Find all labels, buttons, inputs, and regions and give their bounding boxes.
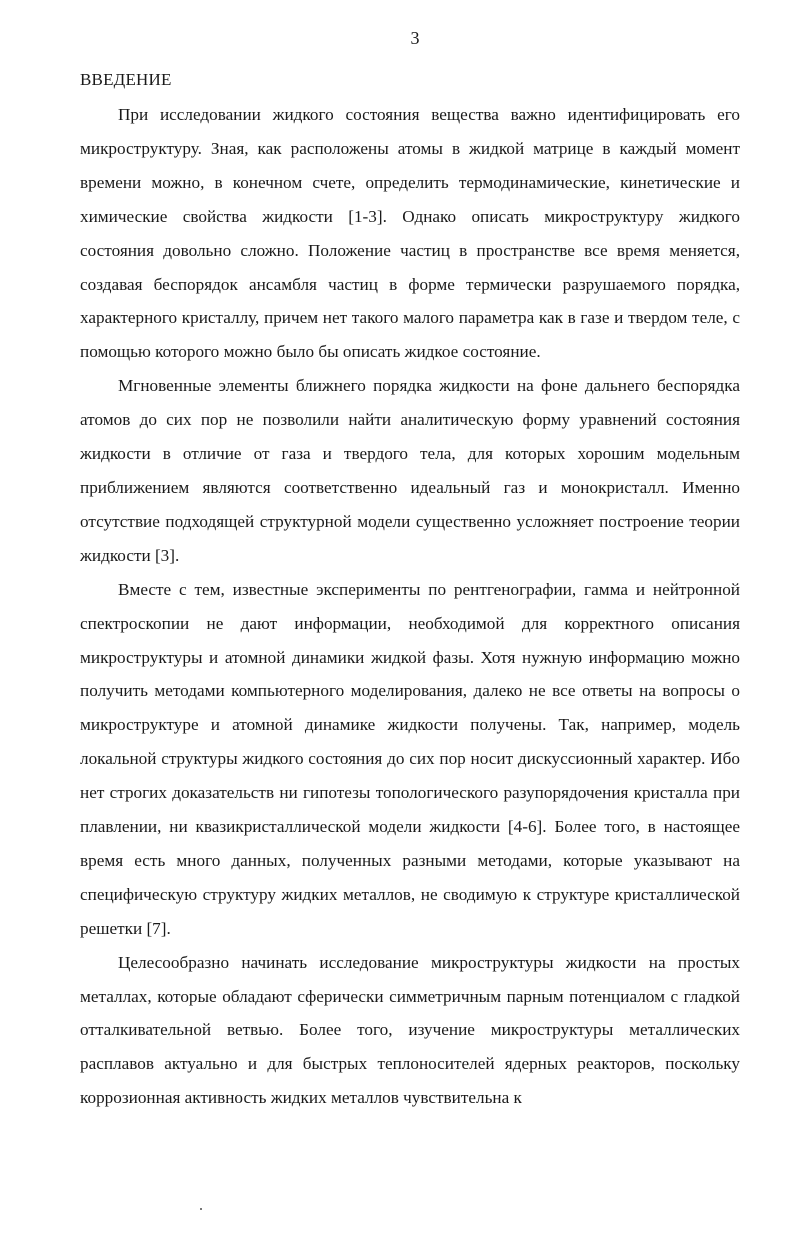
paragraph-3: Вместе с тем, известные эксперименты по рентгенографии, гамма и нейтронной спектроскопии не дают информации, необходимой для корректного описания микроструктуры и атомной динамики жидкой фазы. Хотя нужную информацию можно получить методами компьютерного моделирования, далеко не все ответы на вопросы о микроструктуре и атомной динамике жидкости получены. Так, например, модель локальной структуры жидкого состояния до сих пор носит дискуссионный характер. Ибо нет строгих доказательств ни гипотезы топологического разупорядочения кристалла при плавлении, ни квазикристаллической модели жидкости [4-6]. Более того, в настоящее время есть много данных, полученных разными методами, которые указывают на специфическую структуру жидких металлов, не сводимую к структуре кристаллической решетки [7]. xyxy=(80,579,740,938)
body-text xyxy=(80,98,740,1115)
paragraph-1: При исследовании жидкого состояния вещества важно идентифицировать его микроструктуру. Зная, как расположены атомы в жидкой матрице в каждый момент времени можно, в конечном счете, определить термодинамические, кинетические и химические свойства жидкости [1-3]. Однако описать микроструктуру жидкого состояния довольно сложно. Положение частиц в пространстве все время меняется, создавая беспорядок ансамбля частиц в форме термически разрушаемого порядка, характерного кристаллу, причем нет такого малого параметра как в газе и твердом теле, с помощью которого можно было бы описать жидкое состояние. xyxy=(80,105,740,362)
page-number: 3 xyxy=(410,28,420,48)
scan-speck xyxy=(200,1208,202,1210)
section-heading: ВВЕДЕНИЕ xyxy=(80,70,172,89)
paragraph-4: Целесообразно начинать исследование микроструктуры жидкости на простых металлах, которые обладают сферически симметричным парным потенциалом с гладкой отталкивательной ветвью. Более того, изучение микроструктуры металлических расплавов актуально и для быстрых теплоносителей ядерных реакторов, поскольку коррозионная активность жидких металлов чувствительна к xyxy=(80,952,740,1108)
paragraph-2: Мгновенные элементы ближнего порядка жидкости на фоне дальнего беспорядка атомов до сих пор не позволили найти аналитическую форму уравнений состояния жидкости в отличие от газа и твердого тела, для которых хорошим модельным приближением являются соответственно идеальный газ и монокристалл. Именно отсутствие подходящей структурной модели существенно усложняет построение теории жидкости [3]. xyxy=(80,376,740,565)
